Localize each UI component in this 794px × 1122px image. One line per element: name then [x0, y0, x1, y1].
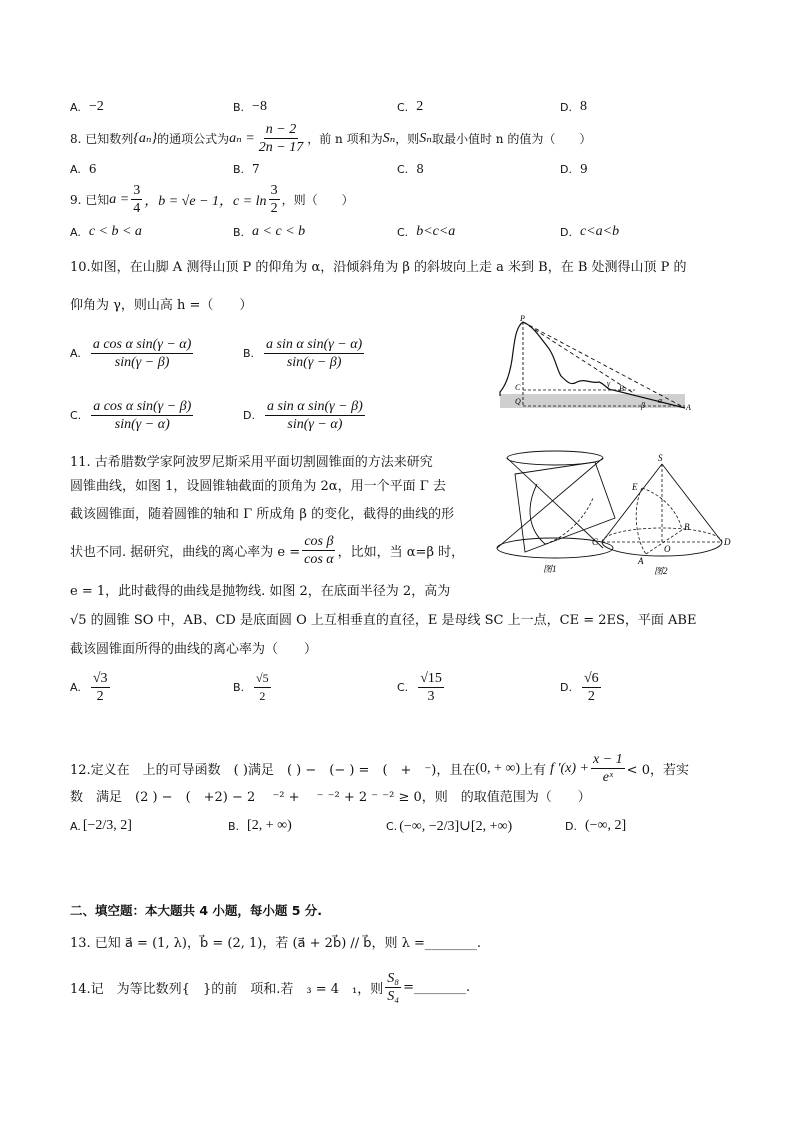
- q8-option-b: B. 7: [233, 162, 260, 176]
- fig1-caption: 图1: [543, 564, 557, 574]
- label-gamma: γ: [607, 379, 611, 388]
- label-b: B: [619, 384, 624, 393]
- q7-option-b: B. −8: [233, 99, 267, 114]
- q10-line1: 10.如图，在山脚 A 测得山顶 P 的仰角为 α，沿倾斜角为 β 的斜坡向上走 a 米到 B，在 B 处测得山顶 P 的: [70, 260, 687, 275]
- q11-option-b: B. $\frac{√5}{2}$: [233, 671, 269, 703]
- q8-option-a: A. 6: [70, 162, 97, 176]
- q10-option-d: D. $\frac{\text{a sin α sin(γ − β)}}{\sin(\gamma - \alpha)}$: [243, 399, 363, 432]
- fig2-caption: 图2: [654, 566, 668, 576]
- q11-figure-2: [590, 448, 740, 580]
- q8-option-c: C. 8: [397, 162, 424, 176]
- label-s: S: [658, 453, 663, 463]
- q11-line3: 截该圆锥面，随着圆锥的轴和 Γ 所成角 β 的变化，截得的曲线的形: [70, 507, 455, 522]
- q7-option-a: A. −2: [70, 99, 104, 114]
- q11-eccentricity-fraction: $\frac{\text{cos β}}{\text{cos α}}$: [304, 534, 334, 567]
- q9-c-fraction: $\frac{3}{2}$: [270, 183, 278, 216]
- q7-option-d: D. 8: [560, 99, 587, 114]
- q12-option-a: A. [−2/3, 2]: [70, 818, 132, 833]
- q8-formula-fraction: $\frac{n - 2}{2n - 17}$: [258, 122, 304, 155]
- q10-option-a: A. $\frac{\text{a cos α sin(γ − α)}}{\sin(\gamma - \beta)}$: [70, 337, 192, 370]
- q11-line7: 截该圆锥面所得的曲线的离心率为（ ）: [70, 642, 318, 657]
- q10-line2: 仰角为 γ，则山高 h =（ ）: [70, 298, 253, 313]
- q8-option-d: D. 9: [560, 162, 588, 176]
- q12-line2: 数 满足 (2 ) − ( +2) − 2 ⁻² + ⁻ ⁻² + 2 ⁻ ⁻² ≥ 0，则 的取值范围为（ ）: [70, 790, 591, 805]
- label-alpha: α: [658, 396, 663, 405]
- q11-option-d: D. $\frac{√6}{2}$: [560, 671, 599, 704]
- q12-line1: 12.定义在 上的可导函数 ( )满足 ( ) − (− ) = ( + ⁻)，且在 (0, + ∞) 上有 f ′(x) + $\frac{x - 1}{\text{eˣ}}$ < 0，若实: [70, 752, 689, 785]
- label-b2: B: [684, 522, 690, 532]
- q9-option-b: B. a < c < b: [233, 224, 306, 239]
- label-o: O: [664, 544, 671, 554]
- q9-option-d: D. c<a<b: [560, 224, 620, 239]
- q7-option-c: C. 2: [397, 99, 424, 114]
- q9-option-c: C. b<c<a: [397, 224, 456, 239]
- q12-ineq-fraction: $\frac{x - 1}{\text{eˣ}}$: [593, 752, 623, 785]
- label-e: E: [632, 482, 638, 492]
- q14-text: 14.记 为等比数列{ }的前 项和.若 ₃ = 4 ₁，则 $\frac{\text{S₈}}{\text{S₄}}$ =________.: [70, 971, 471, 1004]
- q13-text: 13. 已知 a⃗ = (1, λ)，b⃗ = (2, 1)，若 (a⃗ + 2b⃗) // b⃗，则 λ =________.: [70, 936, 482, 951]
- q9-option-a: A. c < b < a: [70, 224, 142, 239]
- label-c2: C: [592, 537, 599, 547]
- q12-option-b: B. [2, + ∞): [228, 818, 292, 833]
- q12-option-c: C. (−∞, −2/3]∪[2, +∞): [386, 819, 513, 834]
- q10-mountain-figure: [495, 312, 700, 414]
- q10-option-c: C. $\frac{\text{a cos α sin(γ − β)}}{\sin(\gamma - \alpha)}$: [70, 399, 192, 432]
- q11-line4: 状也不同. 据研究，曲线的离心率为 e = $\frac{\text{cos β}}{\text{cos α}}$ ，比如，当 α=β 时，: [70, 534, 465, 567]
- q8-stem: 8. 已知数列 {aₙ} 的通项公式为 aₙ = $\frac{n - 2}{2n - 17}$ ，前 n 项和为 Sₙ ，则 Sₙ 取最小值时 n 的值为（ ）: [70, 122, 592, 155]
- label-beta: β: [641, 401, 645, 410]
- q11-line2: 圆锥曲线，如图 1，设圆锥轴截面的顶角为 2α，用一个平面 Γ 去: [70, 479, 446, 494]
- label-a2: A: [638, 556, 644, 566]
- q9-stem: 9. 已知 a = $\frac{3}{4}$ ，b = √e − 1，c = ln $\frac{3}{2}$ ，则（ ）: [70, 183, 354, 216]
- q12-option-d: D. (−∞, 2]: [565, 818, 627, 833]
- label-p: P: [520, 314, 525, 323]
- label-a: A: [686, 403, 691, 412]
- q9-a-fraction: $\frac{3}{4}$: [133, 183, 141, 216]
- q14-ratio-fraction: $\frac{\text{S₈}}{\text{S₄}}$: [387, 971, 400, 1004]
- q11-line6: √5 的圆锥 SO 中，AB、CD 是底面圆 O 上互相垂直的直径，E 是母线 SC 上一点，CE = 2ES，平面 ABE: [70, 613, 697, 628]
- q11-line1: 11. 古希腊数学家阿波罗尼斯采用平面切割圆锥面的方法来研究: [70, 455, 433, 470]
- label-q: Q: [515, 397, 521, 406]
- label-c: C: [515, 383, 521, 392]
- section-2-title: 二、填空题：本大题共 4 小题，每小题 5 分.: [70, 903, 323, 918]
- q11-option-a: A. $\frac{√3}{2}$: [70, 671, 108, 704]
- q11-line5: e = 1，此时截得的曲线是抛物线. 如图 2，在底面半径为 2，高为: [70, 584, 451, 599]
- label-d: D: [724, 537, 731, 547]
- q10-option-b: B. $\frac{\text{a sin α sin(γ − α)}}{\sin(\gamma - \beta)}$: [243, 337, 363, 370]
- q11-option-c: C. $\frac{√15}{3}$: [397, 671, 442, 704]
